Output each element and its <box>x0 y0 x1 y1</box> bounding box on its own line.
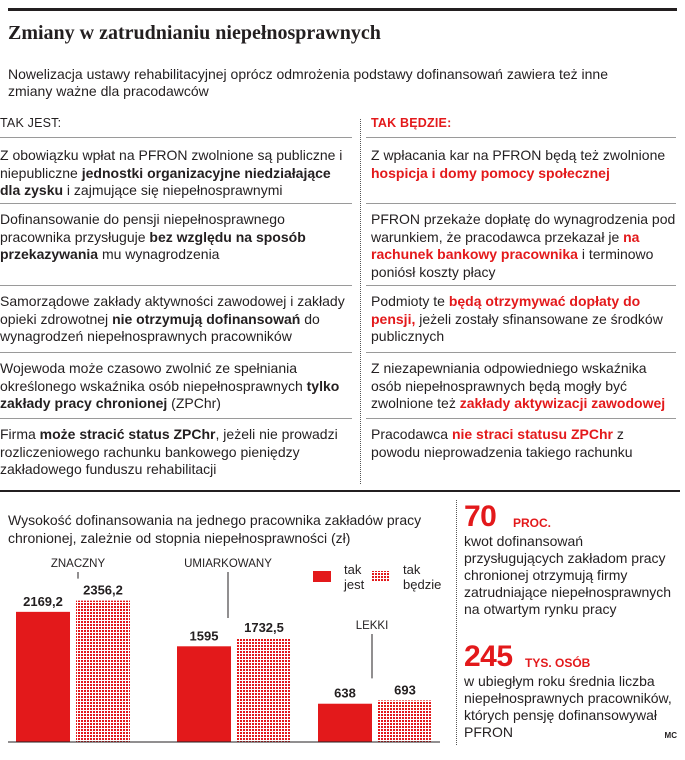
chart-title: Wysokość dofinansowania na jednego pracownika zakładów pracy chronionej, zależnie od stopnia niepełnosprawności (zł) <box>8 512 422 546</box>
rule-text-segment: Wojewoda może czasowo zwolnić ze spełniania określonego wskaźnika osób niepełnosprawnych <box>0 360 307 394</box>
rule-text-segment: Podmioty te <box>371 293 449 309</box>
fact-description: kwot dofinansowań przysługujących zakładom pracy chronionej otrzymują firmy zatrudniające niepełnosprawnych na otwartym rynku pracy <box>464 533 672 617</box>
legend-label: tak <box>344 562 362 577</box>
author-credit: MC <box>664 731 677 740</box>
rule-text-segment: PFRON przekaże dopłatę do wynagrodzenia pod warunkiem, że pracodawca przekazał je <box>371 211 676 245</box>
rule-text-segment: Z niezapewniania odpowiedniego wskaźnika osób niepełnosprawnych będą mogły być zwolnione też <box>371 360 647 411</box>
bar-future <box>237 638 291 742</box>
rule-text-segment: może stracić status ZPChr <box>39 426 216 442</box>
rule-text-segment: jeżeli zostały sfinansowane ze środków publicznych <box>371 310 663 344</box>
bar-current <box>16 612 70 742</box>
rule-text-segment: Z wpłacania kar na PFRON będą też zwolnione <box>371 147 666 163</box>
rule-text-segment: jednostki organizacyjne niedziałające dla zysku <box>0 164 331 198</box>
rule-text-segment: hospicja i domy pomocy społecznej <box>371 164 610 181</box>
category-label: ZNACZNY <box>50 558 106 570</box>
bar-value-label: 2356,2 <box>83 582 123 598</box>
rule-text-segment: i zajmujące się niepełnosprawnymi <box>63 182 283 198</box>
rule-text-segment: będą otrzymywać dopłaty do pensji, <box>371 293 641 327</box>
rule-text-segment: bez względu na sposób przekazywania <box>0 228 306 262</box>
legend-swatch-current <box>313 571 331 582</box>
legend-label: będzie <box>403 577 442 592</box>
fact-number: 245 <box>464 640 513 673</box>
fact-number: 70 <box>464 500 497 533</box>
legend-label: jest <box>344 577 365 592</box>
bar-value-label: 2169,2 <box>23 593 63 609</box>
bar-value-label: 638 <box>334 685 356 701</box>
page-title: Zmiany w zatrudnianiu niepełnosprawnych <box>8 22 381 44</box>
category-label: LEKKI <box>355 620 389 632</box>
sidebar-divider <box>456 500 457 745</box>
fact-unit: PROC. <box>513 516 552 530</box>
rule-text-segment: tylko zakłady pracy chronionej <box>0 377 340 411</box>
rule-text-segment: na rachunek bankowy pracownika <box>371 228 640 262</box>
page-subtitle: Nowelizacja ustawy rehabilitacyjnej oprócz odmrożenia podstawy dofinansowań zawiera też inne zmiany ważne dla pracodawców <box>8 66 608 99</box>
legend-swatch-future <box>372 571 390 582</box>
rule-text-segment: mu wynagrodzenia <box>98 246 220 262</box>
fact-description: w ubiegłym roku średnia liczba niepełnosprawnych pracowników, których pensję dofinansowywał PFRON <box>464 673 672 740</box>
bar-current <box>177 646 231 742</box>
bar-value-label: 1732,5 <box>244 620 284 636</box>
bar-future <box>378 700 432 742</box>
rule-text-segment: Firma <box>0 426 40 442</box>
column-heading-current: TAK JEST: <box>0 116 62 130</box>
rule-text-segment: zakłady aktywizacji zawodowej <box>459 395 666 411</box>
rule-text-segment: Samorządowe zakłady aktywności zawodowej i zakłady opieki zdrowotnej <box>0 293 345 327</box>
rule-text-segment: Dofinansowanie do pensji niepełnosprawnego pracownika przysługuje <box>0 211 285 245</box>
rule-text-segment: nie otrzymują dofinansowań <box>112 310 301 327</box>
rule-text-segment: (ZPChr) <box>167 395 221 411</box>
rule-text-segment: i terminowo poniósł koszty płacy <box>371 246 654 280</box>
bar-future <box>76 601 130 742</box>
legend-label: tak <box>403 562 421 577</box>
fact-unit: TYS. OSÓB <box>525 656 591 670</box>
rule-text-segment: z powodu nieprowadzenia takiego rachunku <box>371 426 633 460</box>
bar-current <box>318 704 372 742</box>
rule-text-segment: , jeżeli nie prowadzi rozliczeniowego rachunku bankowego pieniędzy zakładowego funduszu rehabilitacji <box>0 426 338 477</box>
rule-text-segment: nie straci statusu ZPChr <box>451 426 613 442</box>
bar-value-label: 1595 <box>189 628 219 644</box>
bar-value-label: 693 <box>394 682 416 698</box>
rule-text-segment: Z obowiązku wpłat na PFRON zwolnione są publiczne i niepubliczne <box>0 147 343 181</box>
column-heading-future: TAK BĘDZIE: <box>371 116 452 130</box>
rule-text-segment: Pracodawca <box>371 426 452 442</box>
rule-text-segment: do wynagrodzeń niepełnosprawnych pracowników <box>0 310 320 344</box>
category-label: UMIARKOWANY <box>184 558 272 570</box>
